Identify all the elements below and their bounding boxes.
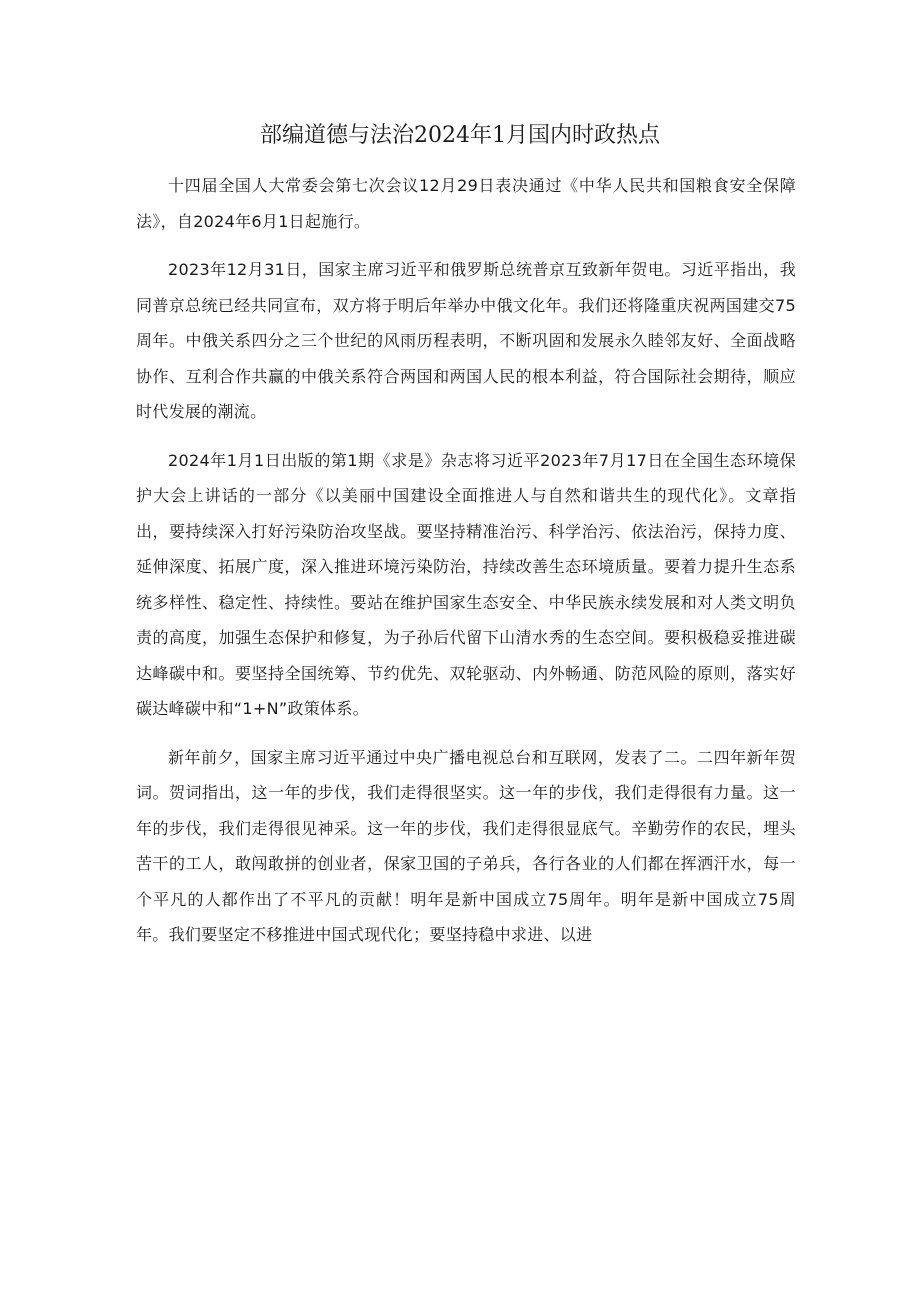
paragraph-china-russia-greetings: 2023年12月31日，国家主席习近平和俄罗斯总统普京互致新年贺电。习近平指出，我同普京总统已经共同宣布，双方将于明后年举办中俄文化年。我们还将隆重庆祝两国建交75周年。中俄关系四分之三个世纪的风雨历程表明，不断巩固和发展永久睦邻友好、全面战略协作、互利合作共赢的中俄关系符合两国和两国人民的根本利益，符合国际社会期待，顺应时代发展的潮流。 [136, 260, 796, 421]
document-body [136, 168, 796, 953]
paragraph-new-year-address: 新年前夕，国家主席习近平通过中央广播电视总台和互联网，发表了二。二四年新年贺词。贺词指出，这一年的步伐，我们走得很坚实。这一年的步伐，我们走得很有力量。这一年的步伐，我们走得很见神采。这一年的步伐，我们走得很显底气。辛勤劳作的农民，埋头苦干的工人，敢闯敢拼的创业者，保家卫国的子弟兵，各行各业的人们都在挥洒汗水，每一个平凡的人都作出了不平凡的贡献！明年是新中国成立75周年。明年是新中国成立75周年。我们要坚定不移推进中国式现代化；要坚持稳中求进、以进 [136, 747, 796, 944]
document-title: 部编道德与法治2024年1月国内时政热点 [260, 123, 660, 148]
paragraph-grain-security-law: 十四届全国人大常委会第七次会议12月29日表决通过《中华人民共和国粮食安全保障法》，自2024年6月1日起施行。 [136, 176, 796, 231]
paragraph-qiushi-ecology-article: 2024年1月1日出版的第1期《求是》杂志将习近平2023年7月17日在全国生态环境保护大会上讲话的一部分《以美丽中国建设全面推进人与自然和谐共生的现代化》。文章指出，要持续深入打好污染防治攻坚战。要坚持精准治污、科学治污、依法治污，保持力度、延伸深度、拓展广度，深入推进环境污染防治，持续改善生态环境质量。要着力提升生态系统多样性、稳定性、持续性。要站在维护国家生态安全、中华民族永续发展和对人类文明负责的高度，加强生态保护和修复，为子孙后代留下山清水秀的生态空间。要积极稳妥推进碳达峰碳中和。要坚持全国统筹、节约优先、双轮驱动、内外畅通、防范风险的原则，落实好碳达峰碳中和“1+N”政策体系。 [136, 450, 796, 718]
